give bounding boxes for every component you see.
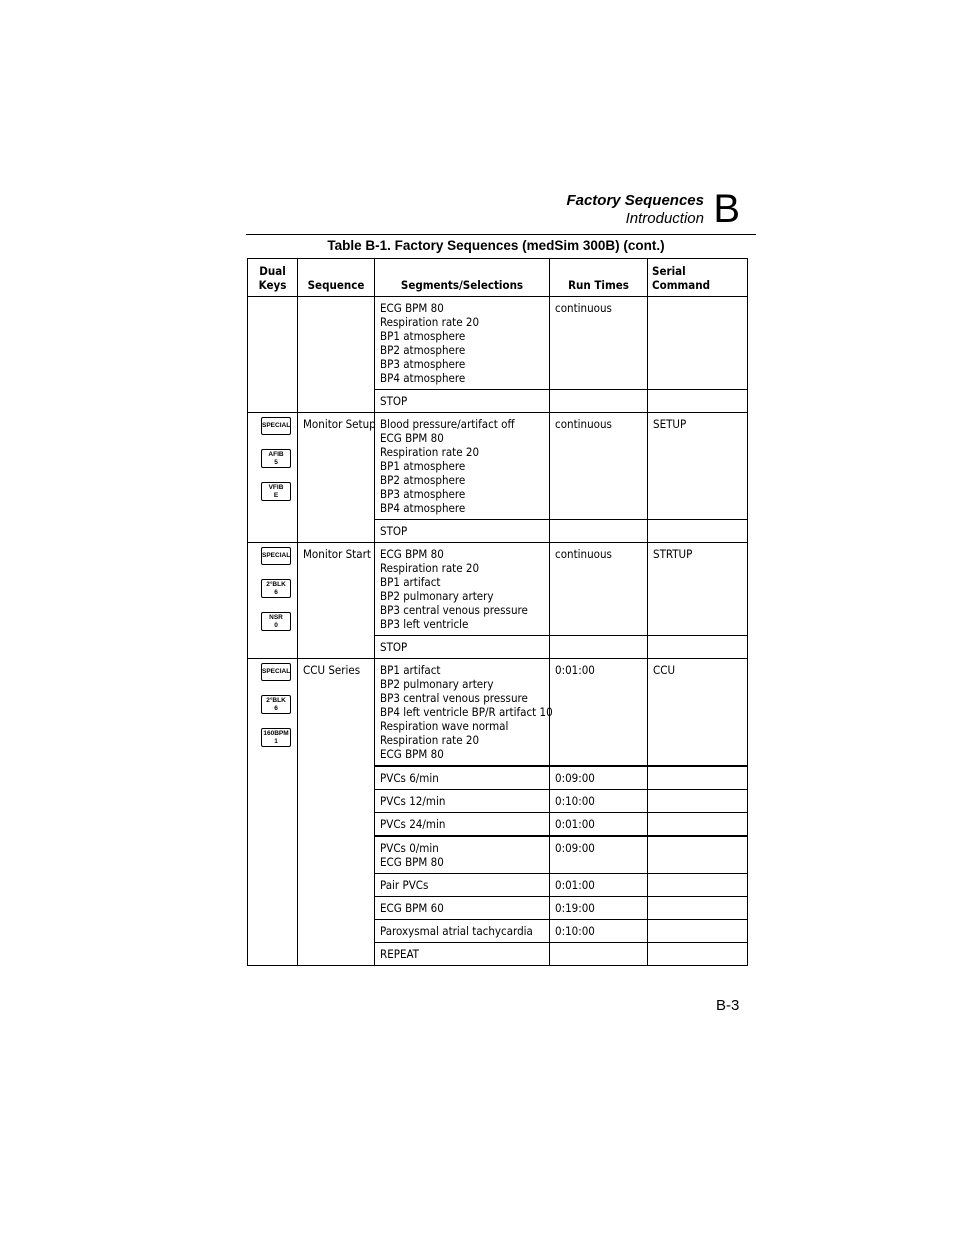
segment-line: ECG BPM 80 — [380, 855, 444, 869]
segment-cell — [375, 920, 550, 943]
segment-cell — [375, 813, 550, 837]
segment-line: Respiration wave normal — [380, 719, 509, 733]
serial-command-cell — [648, 766, 748, 790]
run-time-cell: 0:09:00 — [550, 836, 648, 874]
run-time-cell: 0:01:00 — [550, 659, 648, 767]
segment-line: BP4 left ventricle BP/R artifact 10 — [380, 705, 553, 719]
appendix-letter: B — [713, 187, 740, 231]
key-cap-label: VFIB — [268, 484, 284, 491]
key-cap-icon — [261, 695, 291, 714]
run-time-cell — [550, 636, 648, 659]
run-time-cell: 0:10:00 — [550, 920, 648, 943]
segment-cell — [375, 897, 550, 920]
sequence-name-cell — [298, 659, 375, 966]
header-serial-command: Serial Command — [648, 259, 748, 297]
header-run-times: Run Times — [550, 259, 648, 297]
key-cap-label: 6 — [274, 588, 278, 596]
segment-line: BP3 central venous pressure — [380, 603, 528, 617]
table-row — [248, 297, 748, 390]
segment-line: BP1 atmosphere — [380, 329, 466, 343]
run-time-cell: 0:10:00 — [550, 790, 648, 813]
segment-line: BP2 pulmonary artery — [380, 677, 494, 691]
key-cap-icon — [261, 417, 291, 435]
key-cap-label: NSR — [269, 614, 283, 621]
segment-line: ECG BPM 80 — [380, 747, 444, 761]
segment-line: STOP — [380, 640, 408, 654]
table-row — [248, 659, 748, 767]
dual-keys-cell — [248, 413, 298, 543]
dual-keys-cell — [248, 297, 298, 413]
key-cap-label: 1 — [274, 737, 278, 745]
key-cap-label: 160BPM — [263, 730, 289, 737]
segment-line: BP3 atmosphere — [380, 487, 466, 501]
segment-line: BP4 atmosphere — [380, 371, 466, 385]
serial-command-cell — [648, 813, 748, 837]
segment-line: BP3 atmosphere — [380, 357, 466, 371]
run-time-cell — [550, 390, 648, 413]
segment-line: BP1 artifact — [380, 663, 441, 677]
segment-cell — [375, 943, 550, 966]
segment-line: ECG BPM 80 — [380, 547, 444, 561]
segment-cell — [375, 766, 550, 790]
run-time-cell: 0:01:00 — [550, 874, 648, 897]
segment-line: BP1 artifact — [380, 575, 441, 589]
key-cap-label: 0 — [274, 621, 278, 629]
serial-command-cell: STRTUP — [648, 543, 748, 636]
segment-line: BP2 pulmonary artery — [380, 589, 494, 603]
serial-command-cell — [648, 897, 748, 920]
segment-line: Respiration rate 20 — [380, 445, 480, 459]
header-sequence: Sequence — [298, 259, 375, 297]
sequence-name: Monitor Setup — [303, 417, 376, 431]
segment-line: Paroxysmal atrial tachycardia — [380, 924, 533, 938]
key-cap-icon — [261, 482, 291, 501]
segment-line: STOP — [380, 394, 408, 408]
sequence-name-cell — [298, 413, 375, 543]
serial-command-cell — [648, 943, 748, 966]
segment-cell — [375, 543, 550, 636]
serial-command-cell — [648, 836, 748, 874]
page-number: B-3 — [716, 997, 740, 1014]
segment-line: ECG BPM 80 — [380, 431, 444, 445]
segment-line: Respiration rate 20 — [380, 733, 480, 747]
run-time-cell: 0:09:00 — [550, 766, 648, 790]
segment-line: PVCs 12/min — [380, 794, 446, 808]
segment-line: ECG BPM 80 — [380, 301, 444, 315]
factory-sequences-table — [247, 258, 748, 966]
segment-cell — [375, 836, 550, 874]
section-subtitle: Introduction — [625, 210, 704, 227]
segment-line: Respiration rate 20 — [380, 561, 480, 575]
header-rule — [246, 234, 756, 235]
key-cap-label: 2°BLK — [266, 581, 286, 588]
segment-line: Blood pressure/artifact off — [380, 417, 515, 431]
serial-command-cell: CCU — [648, 659, 748, 767]
segment-cell — [375, 413, 550, 520]
key-cap-icon — [261, 449, 291, 468]
table-body — [248, 297, 748, 966]
key-cap-label: AFIB — [268, 451, 284, 458]
segment-cell — [375, 636, 550, 659]
run-time-cell: continuous — [550, 297, 648, 390]
segment-line: STOP — [380, 524, 408, 538]
segment-line: PVCs 24/min — [380, 817, 446, 831]
key-cap-label: SPECIAL — [262, 422, 291, 429]
key-cap-label: 5 — [274, 458, 278, 466]
sequence-name: Monitor Start — [303, 547, 371, 561]
segment-cell — [375, 297, 550, 390]
segment-line: PVCs 6/min — [380, 771, 439, 785]
serial-command-cell — [648, 790, 748, 813]
key-cap-icon — [261, 663, 291, 681]
run-time-cell: continuous — [550, 543, 648, 636]
run-time-cell — [550, 520, 648, 543]
serial-command-cell — [648, 520, 748, 543]
segment-line: ECG BPM 60 — [380, 901, 444, 915]
segment-line: BP2 atmosphere — [380, 473, 466, 487]
key-cap-icon — [261, 612, 291, 631]
segment-cell — [375, 659, 553, 767]
serial-command-cell — [648, 636, 748, 659]
table-row — [248, 413, 748, 520]
segment-cell — [375, 790, 550, 813]
segment-line: Pair PVCs — [380, 878, 429, 892]
header-dual-keys — [248, 259, 298, 297]
table-header-row — [248, 259, 748, 297]
key-cap-icon — [261, 579, 291, 598]
segment-line: BP3 left ventricle — [380, 617, 469, 631]
segment-cell — [375, 390, 550, 413]
run-time-cell: 0:19:00 — [550, 897, 648, 920]
serial-command-cell — [648, 874, 748, 897]
key-cap-label: SPECIAL — [262, 668, 291, 675]
header-segments: Segments/Selections — [375, 259, 550, 297]
key-cap-label: SPECIAL — [262, 552, 291, 559]
page-header — [540, 187, 756, 234]
dual-keys-cell — [248, 543, 298, 659]
key-cap-label: 6 — [274, 704, 278, 712]
segment-line: BP2 atmosphere — [380, 343, 466, 357]
segment-cell — [375, 874, 550, 897]
serial-command-cell — [648, 920, 748, 943]
dual-keys-cell — [248, 659, 298, 966]
segment-line: BP4 atmosphere — [380, 501, 466, 515]
sequence-name-cell — [298, 297, 375, 413]
serial-command-cell — [648, 390, 748, 413]
run-time-cell: continuous — [550, 413, 648, 520]
key-cap-label: E — [273, 491, 279, 499]
key-cap-label: 2°BLK — [266, 697, 286, 704]
segment-cell — [375, 520, 550, 543]
serial-command-cell: SETUP — [648, 413, 748, 520]
segment-line: REPEAT — [380, 947, 419, 961]
table-caption: Table B-1. Factory Sequences (medSim 300B) (cont.) — [327, 238, 665, 253]
header-dual-keys-label: Dual Keys — [258, 264, 287, 292]
segment-line: BP1 atmosphere — [380, 459, 466, 473]
key-cap-icon — [261, 547, 291, 565]
key-cap-icon — [261, 728, 291, 747]
sequence-name-cell — [298, 543, 375, 659]
sequence-name: CCU Series — [303, 663, 361, 677]
section-title: Factory Sequences — [566, 192, 704, 209]
serial-command-cell — [648, 297, 748, 390]
segment-line: Respiration rate 20 — [380, 315, 480, 329]
run-time-cell — [550, 943, 648, 966]
segment-line: BP3 central venous pressure — [380, 691, 528, 705]
run-time-cell: 0:01:00 — [550, 813, 648, 837]
table-row — [248, 543, 748, 636]
segment-line: PVCs 0/min — [380, 841, 439, 855]
